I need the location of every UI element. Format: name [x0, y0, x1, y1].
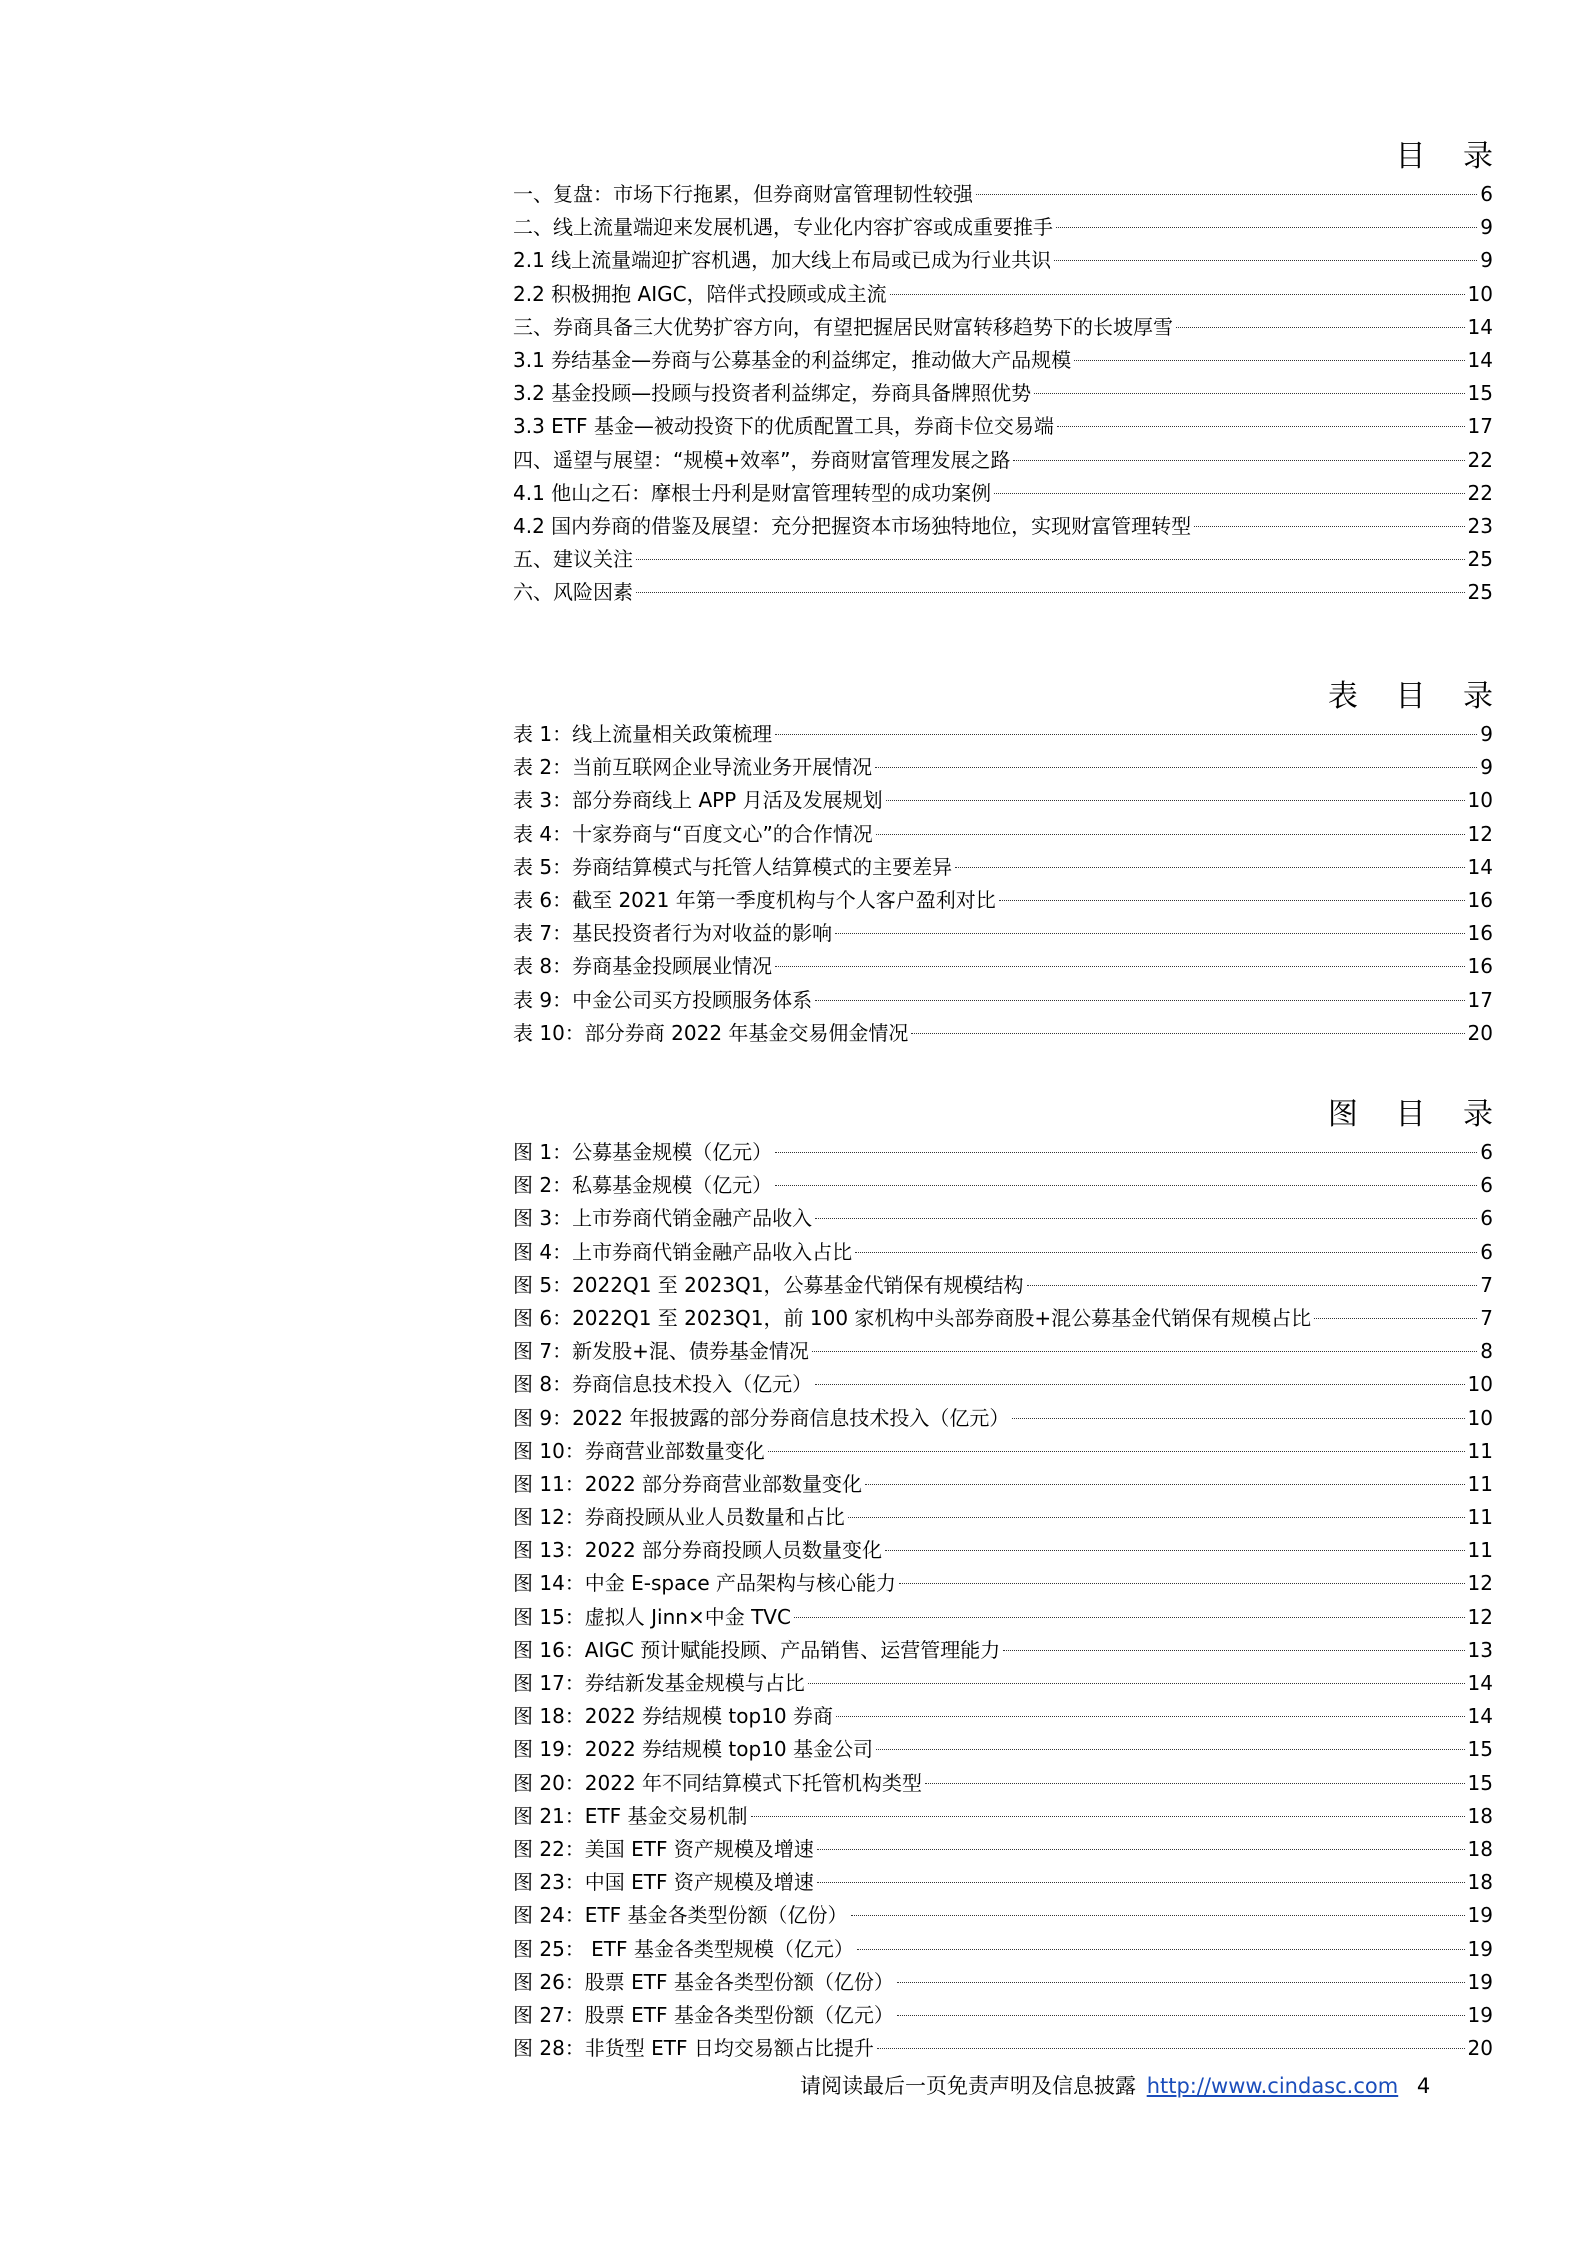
- toc-entry[interactable]: [513, 884, 1493, 917]
- entry-title: 图 9：2022 年报披露的部分券商信息技术投入（亿元）: [513, 1405, 1010, 1430]
- toc-entry[interactable]: [513, 1700, 1493, 1733]
- toc-entry[interactable]: [513, 984, 1493, 1017]
- entry-page-number: 20: [1467, 1020, 1493, 1045]
- toc-entry[interactable]: [513, 1833, 1493, 1866]
- dot-leader: [836, 1716, 1465, 1717]
- dot-leader: [886, 800, 1465, 801]
- toc-list: [513, 178, 1493, 609]
- toc-entry[interactable]: [513, 278, 1493, 311]
- toc-entry[interactable]: [513, 2032, 1493, 2065]
- toc-entry[interactable]: [513, 851, 1493, 884]
- entry-title: 表 10：部分券商 2022 年基金交易佣金情况: [513, 1020, 909, 1045]
- entry-title: 图 22：美国 ETF 资产规模及增速: [513, 1836, 814, 1861]
- dot-leader: [817, 1882, 1465, 1883]
- entry-title: 图 3：上市券商代销金融产品收入: [513, 1206, 813, 1231]
- entry-page-number: 7: [1480, 1272, 1493, 1297]
- toc-entry[interactable]: [513, 1767, 1493, 1800]
- toc-entry[interactable]: [513, 444, 1493, 477]
- figure-list-title: 图 目 录: [1327, 1097, 1507, 1132]
- dot-leader: [1194, 526, 1464, 527]
- dot-leader: [775, 1152, 1477, 1153]
- dot-leader: [1074, 360, 1464, 361]
- entry-title: 图 8：券商信息技术投入（亿元）: [513, 1372, 813, 1397]
- dot-leader: [775, 1185, 1477, 1186]
- toc-entry[interactable]: [513, 1136, 1493, 1169]
- entry-title: 图 7：新发股+混、债券基金情况: [513, 1339, 809, 1364]
- dot-leader: [857, 1949, 1465, 1950]
- entry-title: 表 3：部分券商线上 APP 月活及发展规划: [513, 788, 883, 813]
- entry-page-number: 16: [1467, 921, 1493, 946]
- dot-leader: [812, 1351, 1477, 1352]
- entry-page-number: 7: [1480, 1305, 1493, 1330]
- dot-leader: [815, 1218, 1477, 1219]
- dot-leader: [1176, 327, 1465, 328]
- dot-leader: [1013, 460, 1464, 461]
- dot-leader: [1034, 393, 1464, 394]
- entry-title: 五、建议关注: [513, 547, 633, 572]
- entry-title: 图 17：券结新发基金规模与占比: [513, 1671, 805, 1695]
- figure-list-section: [513, 1094, 1507, 2065]
- dot-leader: [817, 1849, 1465, 1850]
- entry-page-number: 12: [1467, 1604, 1493, 1629]
- toc-entry[interactable]: [513, 1667, 1493, 1700]
- entry-page-number: 16: [1467, 954, 1493, 979]
- entry-page-number: 17: [1467, 414, 1493, 439]
- dot-leader: [794, 1617, 1465, 1618]
- entry-page-number: 14: [1467, 1671, 1493, 1695]
- entry-page-number: 20: [1467, 2036, 1493, 2061]
- toc-entry[interactable]: [513, 543, 1493, 576]
- toc-entry[interactable]: [513, 1202, 1493, 1235]
- entry-title: 图 24：ETF 基金各类型份额（亿份）: [513, 1903, 848, 1928]
- entry-title: 图 4：上市券商代销金融产品收入占比: [513, 1239, 853, 1264]
- dot-leader: [925, 1783, 1464, 1784]
- dot-leader: [911, 1033, 1464, 1034]
- entry-title: 图 2：私募基金规模（亿元）: [513, 1173, 773, 1198]
- dot-leader: [875, 767, 1477, 768]
- dot-leader: [1012, 1418, 1464, 1419]
- dot-leader: [877, 2048, 1465, 2049]
- toc-entry[interactable]: [513, 1800, 1493, 1833]
- dot-leader: [890, 294, 1465, 295]
- toc-entry[interactable]: [513, 1733, 1493, 1766]
- entry-page-number: 16: [1467, 887, 1493, 912]
- entry-title: 图 10：券商营业部数量变化: [513, 1438, 765, 1463]
- entry-page-number: 15: [1467, 1770, 1493, 1795]
- table-list-title: 表 目 录: [1327, 679, 1507, 714]
- entry-page-number: 9: [1480, 722, 1493, 746]
- entry-page-number: 10: [1467, 1405, 1493, 1430]
- entry-title: 一、复盘：市场下行拖累，但券商财富管理韧性较强: [513, 182, 973, 206]
- entry-title: 4.2 国内券商的借鉴及展望：充分把握资本市场独特地位，实现财富管理转型: [513, 513, 1192, 538]
- dot-leader: [1003, 1650, 1464, 1651]
- toc-entry[interactable]: [513, 178, 1493, 211]
- entry-title: 图 12：券商投顾从业人员数量和占比: [513, 1505, 845, 1530]
- toc-title: 目 录: [1395, 139, 1507, 174]
- dot-leader: [815, 1000, 1464, 1001]
- toc-entry[interactable]: [513, 1933, 1493, 1966]
- dot-leader: [876, 1749, 1465, 1750]
- entry-page-number: 22: [1467, 447, 1493, 472]
- entry-page-number: 9: [1480, 755, 1493, 780]
- entry-title: 图 14：中金 E-space 产品架构与核心能力: [513, 1571, 897, 1596]
- entry-page-number: 23: [1467, 513, 1493, 538]
- dot-leader: [835, 933, 1464, 934]
- toc-entry[interactable]: [513, 311, 1493, 344]
- entry-page-number: 15: [1467, 1737, 1493, 1762]
- toc-entry[interactable]: [513, 211, 1493, 244]
- entry-page-number: 12: [1467, 821, 1493, 846]
- entry-page-number: 14: [1467, 314, 1493, 339]
- entry-page-number: 14: [1467, 854, 1493, 879]
- toc-entry[interactable]: [513, 477, 1493, 510]
- dot-leader: [955, 867, 1464, 868]
- entry-title: 二、线上流量端迎来发展机遇，专业化内容扩容或成重要推手: [513, 215, 1053, 240]
- dot-leader: [1056, 227, 1477, 228]
- entry-title: 表 6：截至 2021 年第一季度机构与个人客户盈利对比: [513, 887, 996, 912]
- entry-title: 四、遥望与展望：“规模+效率”，券商财富管理发展之路: [513, 447, 1011, 472]
- entry-title: 图 18：2022 券结规模 top10 券商: [513, 1704, 833, 1729]
- toc-entry[interactable]: [513, 1169, 1493, 1202]
- entry-page-number: 19: [1467, 1903, 1493, 1928]
- entry-title: 表 7：基民投资者行为对收益的影响: [513, 921, 833, 946]
- entry-page-number: 18: [1467, 1836, 1493, 1861]
- dot-leader: [636, 559, 1465, 560]
- entry-title: 表 4：十家券商与“百度文心”的合作情况: [513, 821, 873, 846]
- toc-entry[interactable]: [513, 1468, 1493, 1501]
- entry-page-number: 14: [1467, 347, 1493, 372]
- dot-leader: [768, 1451, 1465, 1452]
- entry-title: 表 1：线上流量相关政策梳理: [513, 722, 773, 746]
- entry-page-number: 17: [1467, 987, 1493, 1012]
- dot-leader: [808, 1683, 1465, 1684]
- toc-entry[interactable]: [513, 1966, 1493, 1999]
- dot-leader: [885, 1550, 1464, 1551]
- entry-title: 图 20：2022 年不同结算模式下托管机构类型: [513, 1770, 923, 1795]
- figure-list: [513, 1136, 1493, 2065]
- entry-title: 3.2 基金投顾—投顾与投资者利益绑定，券商具备牌照优势: [513, 381, 1032, 406]
- dot-leader: [1054, 260, 1477, 261]
- entry-page-number: 18: [1467, 1803, 1493, 1828]
- entry-page-number: 10: [1467, 788, 1493, 813]
- dot-leader: [751, 1816, 1465, 1817]
- entry-page-number: 14: [1467, 1704, 1493, 1729]
- entry-page-number: 6: [1480, 1173, 1493, 1198]
- entry-title: 图 23：中国 ETF 资产规模及增速: [513, 1870, 814, 1895]
- entry-title: 表 5：券商结算模式与托管人结算模式的主要差异: [513, 854, 953, 879]
- entry-title: 图 16：AIGC 预计赋能投顾、产品销售、运营管理能力: [513, 1637, 1001, 1662]
- entry-page-number: 15: [1467, 381, 1493, 406]
- entry-title: 六、风险因素: [513, 580, 633, 605]
- dot-leader: [1027, 1285, 1478, 1286]
- dot-leader: [636, 592, 1465, 593]
- entry-page-number: 13: [1467, 1637, 1493, 1662]
- toc-entry[interactable]: [513, 344, 1493, 377]
- toc-entry[interactable]: [513, 751, 1493, 784]
- entry-page-number: 11: [1467, 1538, 1493, 1563]
- entry-page-number: 8: [1480, 1339, 1493, 1364]
- toc-entry[interactable]: [513, 1236, 1493, 1269]
- entry-title: 图 27：股票 ETF 基金各类型份额（亿元）: [513, 2002, 894, 2027]
- entry-page-number: 9: [1480, 215, 1493, 240]
- entry-title: 图 11：2022 部分券商营业部数量变化: [513, 1471, 863, 1496]
- entry-title: 3.3 ETF 基金—被动投资下的优质配置工具，券商卡位交易端: [513, 414, 1054, 439]
- dot-leader: [775, 734, 1477, 735]
- entry-page-number: 6: [1480, 1206, 1493, 1231]
- table-list-section: [513, 676, 1507, 1050]
- toc-entry[interactable]: [513, 244, 1493, 277]
- entry-page-number: 11: [1467, 1471, 1493, 1496]
- toc-entry[interactable]: [513, 1335, 1493, 1368]
- toc-entry[interactable]: [513, 1435, 1493, 1468]
- entry-title: 三、券商具备三大优势扩容方向，有望把握居民财富转移趋势下的长坡厚雪: [513, 314, 1173, 339]
- toc-entry[interactable]: [513, 917, 1493, 950]
- toc-entry[interactable]: [513, 1402, 1493, 1435]
- entry-page-number: 12: [1467, 1571, 1493, 1596]
- entry-page-number: 11: [1467, 1505, 1493, 1530]
- toc-entry[interactable]: [513, 377, 1493, 410]
- entry-title: 表 8：券商基金投顾展业情况: [513, 954, 773, 979]
- toc-entry[interactable]: [513, 1601, 1493, 1634]
- entry-title: 表 2：当前互联网企业导流业务开展情况: [513, 755, 873, 780]
- entry-page-number: 6: [1480, 1239, 1493, 1264]
- toc-entry[interactable]: [513, 1534, 1493, 1567]
- entry-page-number: 18: [1467, 1870, 1493, 1895]
- dot-leader: [876, 834, 1465, 835]
- entry-title: 2.1 线上流量端迎扩容机遇，加大线上布局或已成为行业共识: [513, 248, 1052, 273]
- toc-section: [513, 136, 1507, 609]
- toc-entry[interactable]: [513, 718, 1493, 751]
- entry-page-number: 19: [1467, 1969, 1493, 1994]
- entry-page-number: 25: [1467, 580, 1493, 605]
- toc-entry[interactable]: [513, 1017, 1493, 1050]
- page-footer: [800, 2070, 1430, 2100]
- entry-page-number: 10: [1467, 1372, 1493, 1397]
- entry-page-number: 9: [1480, 248, 1493, 273]
- website-link[interactable]: http://www.cindasc.com: [1146, 2074, 1399, 2098]
- dot-leader: [848, 1517, 1465, 1518]
- dot-leader: [775, 966, 1464, 967]
- toc-entry[interactable]: [513, 576, 1493, 609]
- entry-page-number: 6: [1480, 182, 1493, 206]
- toc-entry[interactable]: [513, 510, 1493, 543]
- entry-title: 3.1 券结基金—券商与公募基金的利益绑定，推动做大产品规模: [513, 347, 1072, 372]
- entry-page-number: 19: [1467, 1936, 1493, 1961]
- entry-title: 图 19：2022 券结规模 top10 基金公司: [513, 1737, 873, 1762]
- dot-leader: [994, 493, 1464, 494]
- dot-leader: [976, 194, 1477, 195]
- entry-page-number: 10: [1467, 281, 1493, 306]
- entry-title: 图 15：虚拟人 Jinn×中金 TVC: [513, 1604, 791, 1629]
- toc-entry[interactable]: [513, 1269, 1493, 1302]
- dot-leader: [897, 1982, 1465, 1983]
- toc-entry[interactable]: [513, 784, 1493, 817]
- table-list: [513, 718, 1493, 1050]
- dot-leader: [899, 1583, 1465, 1584]
- entry-page-number: 6: [1480, 1140, 1493, 1164]
- entry-page-number: 25: [1467, 547, 1493, 572]
- dot-leader: [855, 1252, 1477, 1253]
- entry-title: 图 5：2022Q1 至 2023Q1，公募基金代销保有规模结构: [513, 1272, 1024, 1297]
- entry-title: 图 25： ETF 基金各类型规模（亿元）: [513, 1936, 854, 1961]
- entry-title: 图 26：股票 ETF 基金各类型份额（亿份）: [513, 1969, 894, 1994]
- toc-entry[interactable]: [513, 1999, 1493, 2032]
- entry-page-number: 22: [1467, 480, 1493, 505]
- entry-title: 4.1 他山之石：摩根士丹利是财富管理转型的成功案例: [513, 480, 992, 505]
- toc-entry[interactable]: [513, 1866, 1493, 1899]
- disclaimer-text: 请阅读最后一页免责声明及信息披露: [800, 2074, 1136, 2098]
- dot-leader: [897, 2015, 1465, 2016]
- entry-page-number: 19: [1467, 2002, 1493, 2027]
- toc-entry[interactable]: [513, 410, 1493, 443]
- dot-leader: [865, 1484, 1464, 1485]
- toc-entry[interactable]: [513, 1368, 1493, 1401]
- dot-leader: [851, 1915, 1465, 1916]
- dot-leader: [999, 900, 1465, 901]
- toc-entry[interactable]: [513, 1567, 1493, 1600]
- toc-entry[interactable]: [513, 1302, 1493, 1335]
- dot-leader: [1057, 426, 1465, 427]
- dot-leader: [1314, 1318, 1477, 1319]
- entry-title: 2.2 积极拥抱 AIGC，陪伴式投顾或成主流: [513, 281, 887, 306]
- toc-entry[interactable]: [513, 1501, 1493, 1534]
- entry-page-number: 11: [1467, 1438, 1493, 1463]
- page-number: 4: [1416, 2074, 1431, 2098]
- dot-leader: [815, 1384, 1464, 1385]
- entry-title: 图 21：ETF 基金交易机制: [513, 1803, 748, 1828]
- toc-entry[interactable]: [513, 818, 1493, 851]
- entry-title: 图 6：2022Q1 至 2023Q1，前 100 家机构中头部券商股+混公募基金代销保有规模占比: [513, 1305, 1312, 1330]
- toc-entry[interactable]: [513, 950, 1493, 983]
- entry-title: 图 1：公募基金规模（亿元）: [513, 1140, 773, 1164]
- entry-title: 图 13：2022 部分券商投顾人员数量变化: [513, 1538, 883, 1563]
- entry-title: 图 28：非货型 ETF 日均交易额占比提升: [513, 2036, 874, 2061]
- toc-entry[interactable]: [513, 1899, 1493, 1932]
- toc-entry[interactable]: [513, 1634, 1493, 1667]
- entry-title: 表 9：中金公司买方投顾服务体系: [513, 987, 813, 1012]
